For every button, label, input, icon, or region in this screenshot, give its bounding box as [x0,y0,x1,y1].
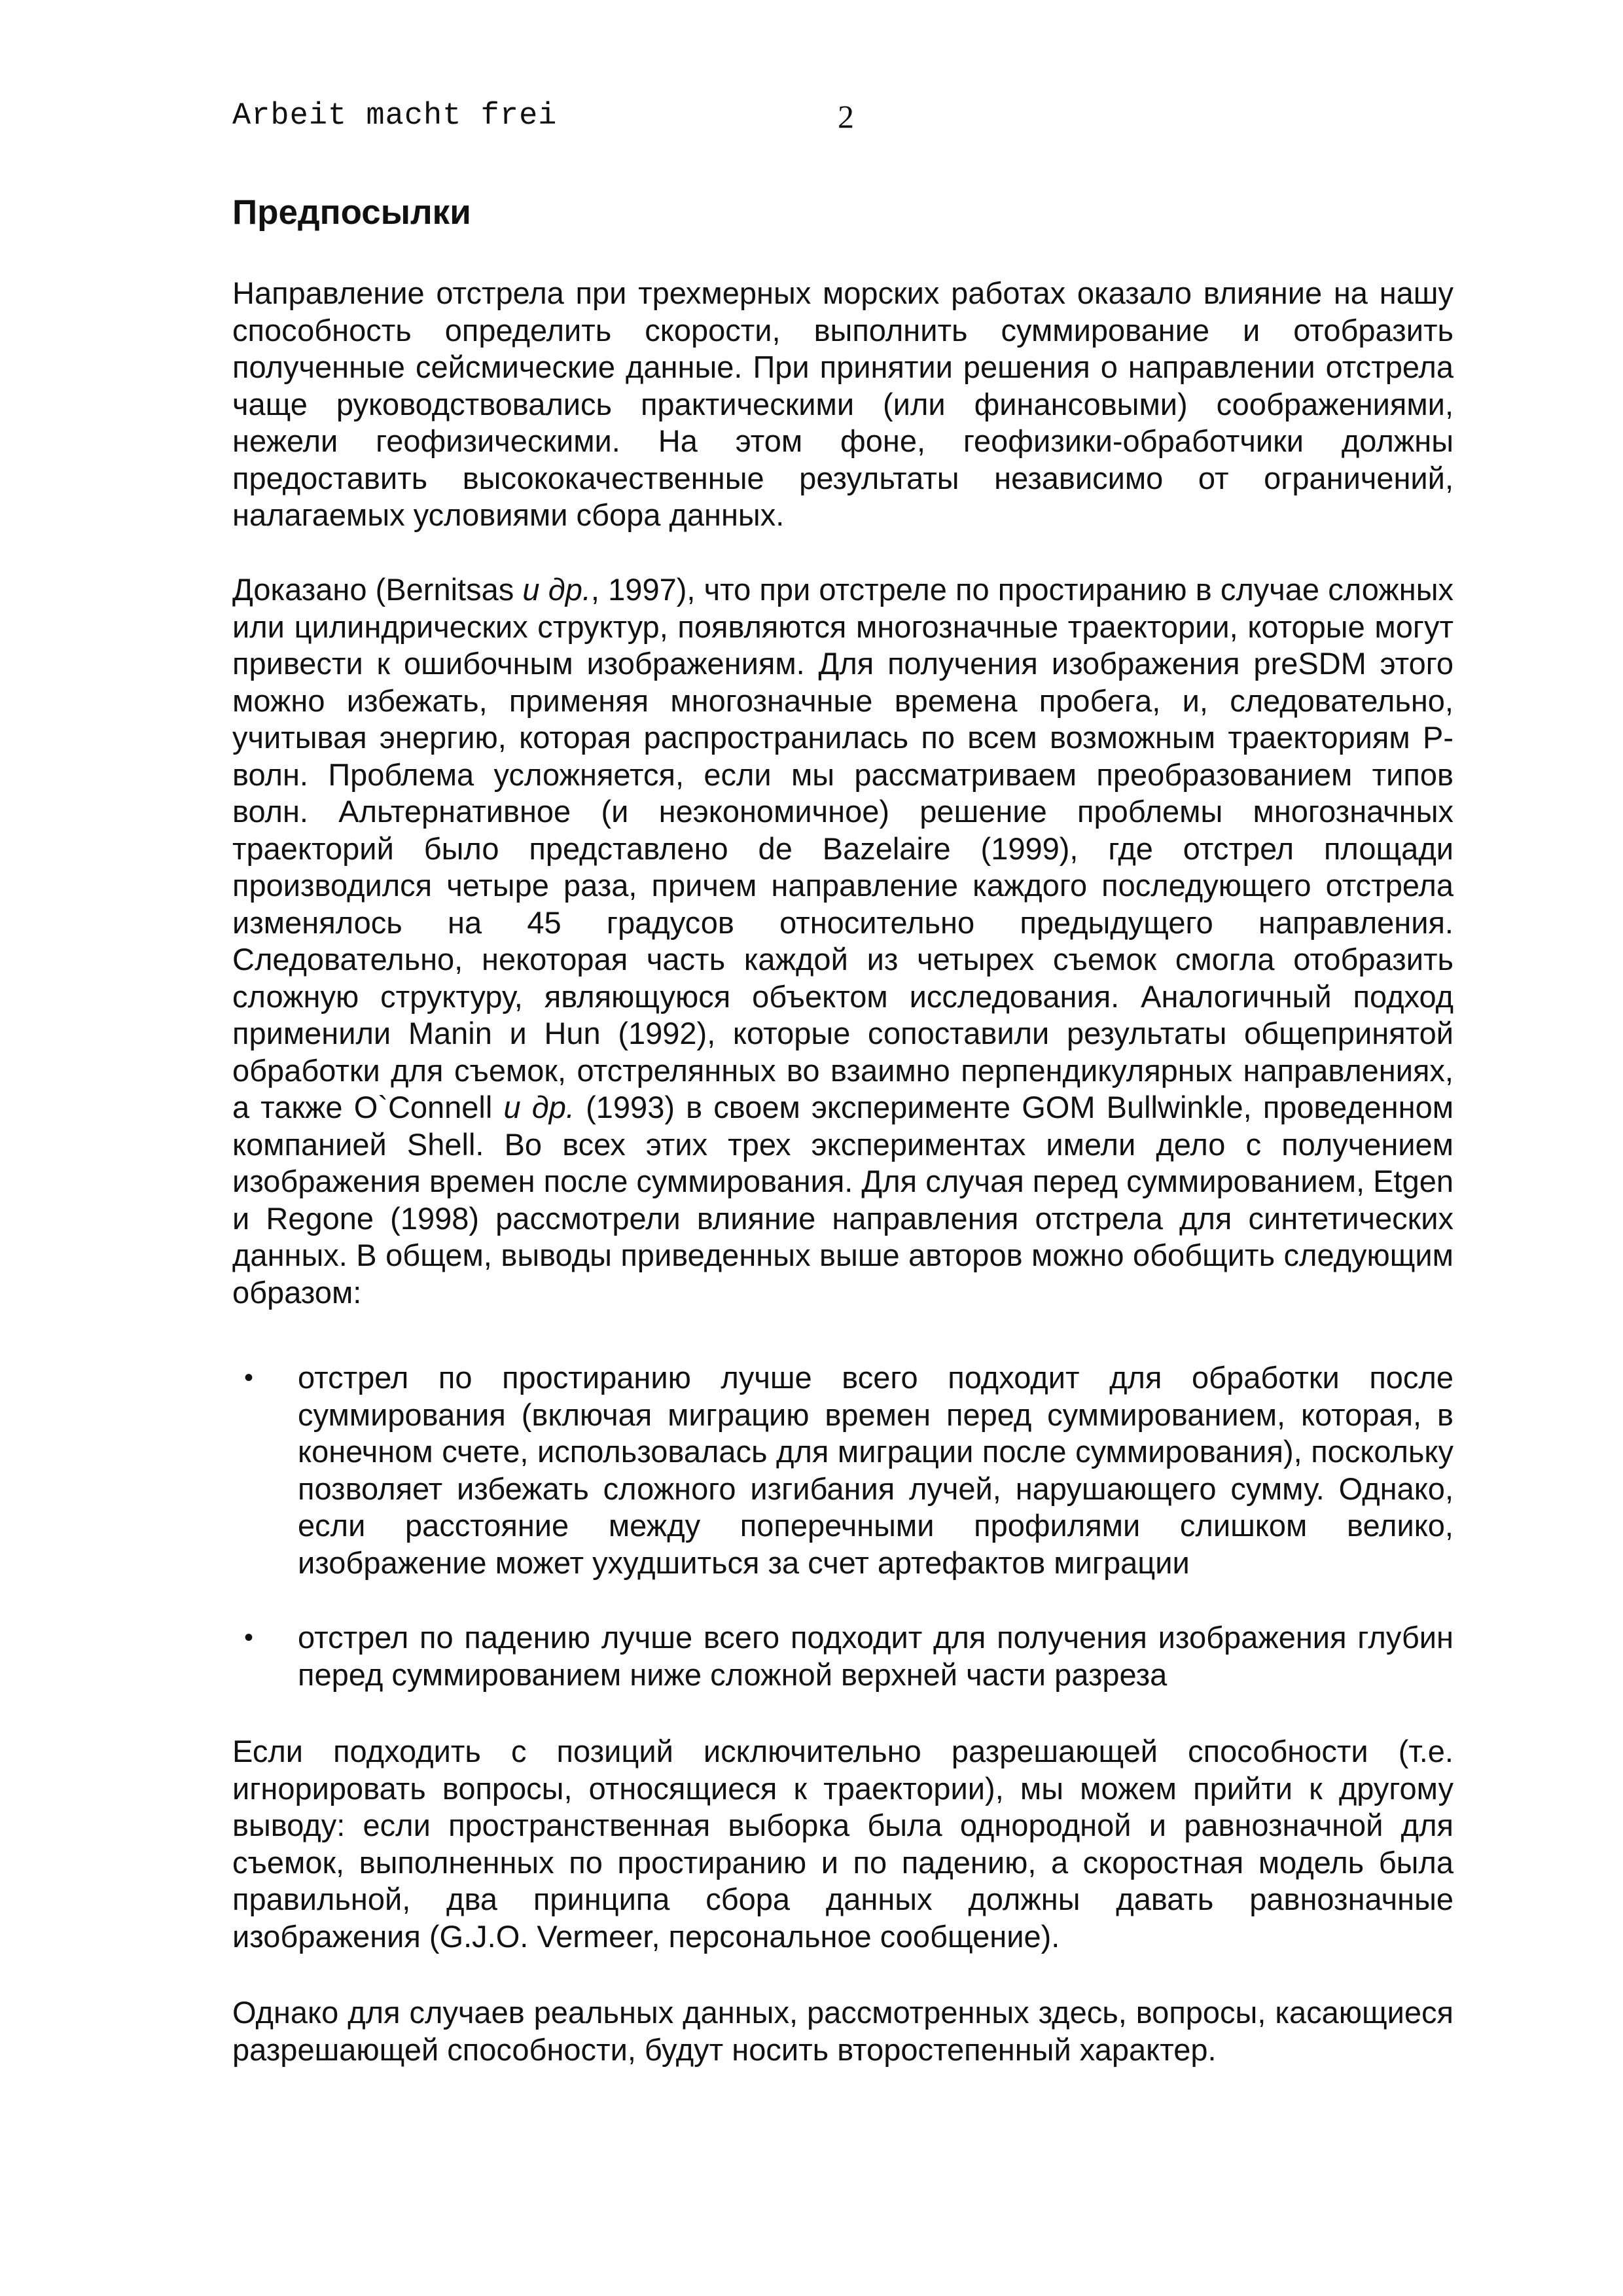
list-item-text: отстрел по падению лучше всего подходит для получения изображения глубин перед суммированием ниже сложной верхней части разреза [298,1620,1454,1692]
list-item [232,1619,1454,1693]
section-heading: Предпосылки [232,193,471,232]
paragraph-2-text-b: , 1997), что при отстреле по простиранию в случае сложных или цилиндрических структур, появляются многозначные траектории, которые могут привести к ошибочным изображениям. Для получения изображения preSDM этого можно избежать, применяя многозначные времена пробега, и, следовательно, учитывая энергию, которая распространилась по всем возможным траекториям P-волн. Проблема усложняется, если мы рассматриваем преобразованием типов волн. Альтернативное (и неэкономичное) решение проблемы многозначных траекторий было представлено de Bazelaire (1999), где отстрел площади производился четыре раза, причем направление каждого последующего отстрела изменялось на 45 градусов относительно предыдущего направления. Следовательно, некоторая часть каждой из четырех съемок смогла отобразить сложную структуру, являющуюся объектом исследования. Аналогичный подход применили Manin и Hun (1992), которые сопоставили результаты общепринятой обработки для съемок, отстрелянных во взаимно перпендикулярных направлениях, а также O`Connell [232,572,1454,1124]
list-item-text: отстрел по простиранию лучше всего подходит для обработки после суммирования (включая миграцию времен перед суммированием, которая, в конечном счете, использовалась для миграции после суммирования), поскольку позволяет избежать сложного изгибания лучей, нарушающего сумму. Однако, если расстояние между поперечными профилями слишком велико, изображение может ухудшиться за счет артефактов миграции [298,1360,1454,1580]
paragraph-2 [232,571,1454,1311]
paragraph-1: Направление отстрела при трехмерных морских работах оказало влияние на нашу способность определить скорости, выполнить суммирование и отобразить полученные сейсмические данные. При принятии решения о направлении отстрела чаще руководствовались практическими (или финансовыми) соображениями, нежели геофизическими. На этом фоне, геофизики-обработчики должны предоставить высококачественные результаты независимо от ограничений, налагаемых условиями сбора данных. [232,276,1454,532]
citation-et-al: и др. [522,572,591,607]
citation-et-al: и др. [503,1090,575,1124]
page-number: 2 [838,98,854,135]
paragraph-2-text-c: (1993) в своем эксперименте GOM Bullwinkle, проведенном компанией Shell. Во всех этих трех экспериментах имели дело с получением изображения времен после суммирования. Для случая перед суммированием, Etgen и Regone (1998) рассмотрели влияние направления отстрела для синтетических данных. В общем, выводы приведенных выше авторов можно обобщить следующим образом: [232,1090,1454,1310]
bullet-icon: • [244,1363,254,1392]
running-title: Arbeit macht frei [232,99,558,134]
paragraph-3: Если подходить с позиций исключительно разрешающей способности (т.е. игнорировать вопросы, относящиеся к траектории), мы можем прийти к другому выводу: если пространственная выборка была однородной и равнозначной для съемок, выполненных по простиранию и по падению, а скоростная модель была правильной, два принципа сбора данных должны давать равнозначные изображения (G.J.O. Vermeer, персональное сообщение). [232,1734,1454,1954]
list-item [232,1359,1454,1581]
paragraph-4: Однако для случаев реальных данных, рассмотренных здесь, вопросы, касающиеся разрешающей способности, будут носить второстепенный характер. [232,1995,1454,2067]
paragraph-2-text-a: Доказано (Bernitsas [232,572,523,607]
bullet-icon: • [244,1623,254,1652]
